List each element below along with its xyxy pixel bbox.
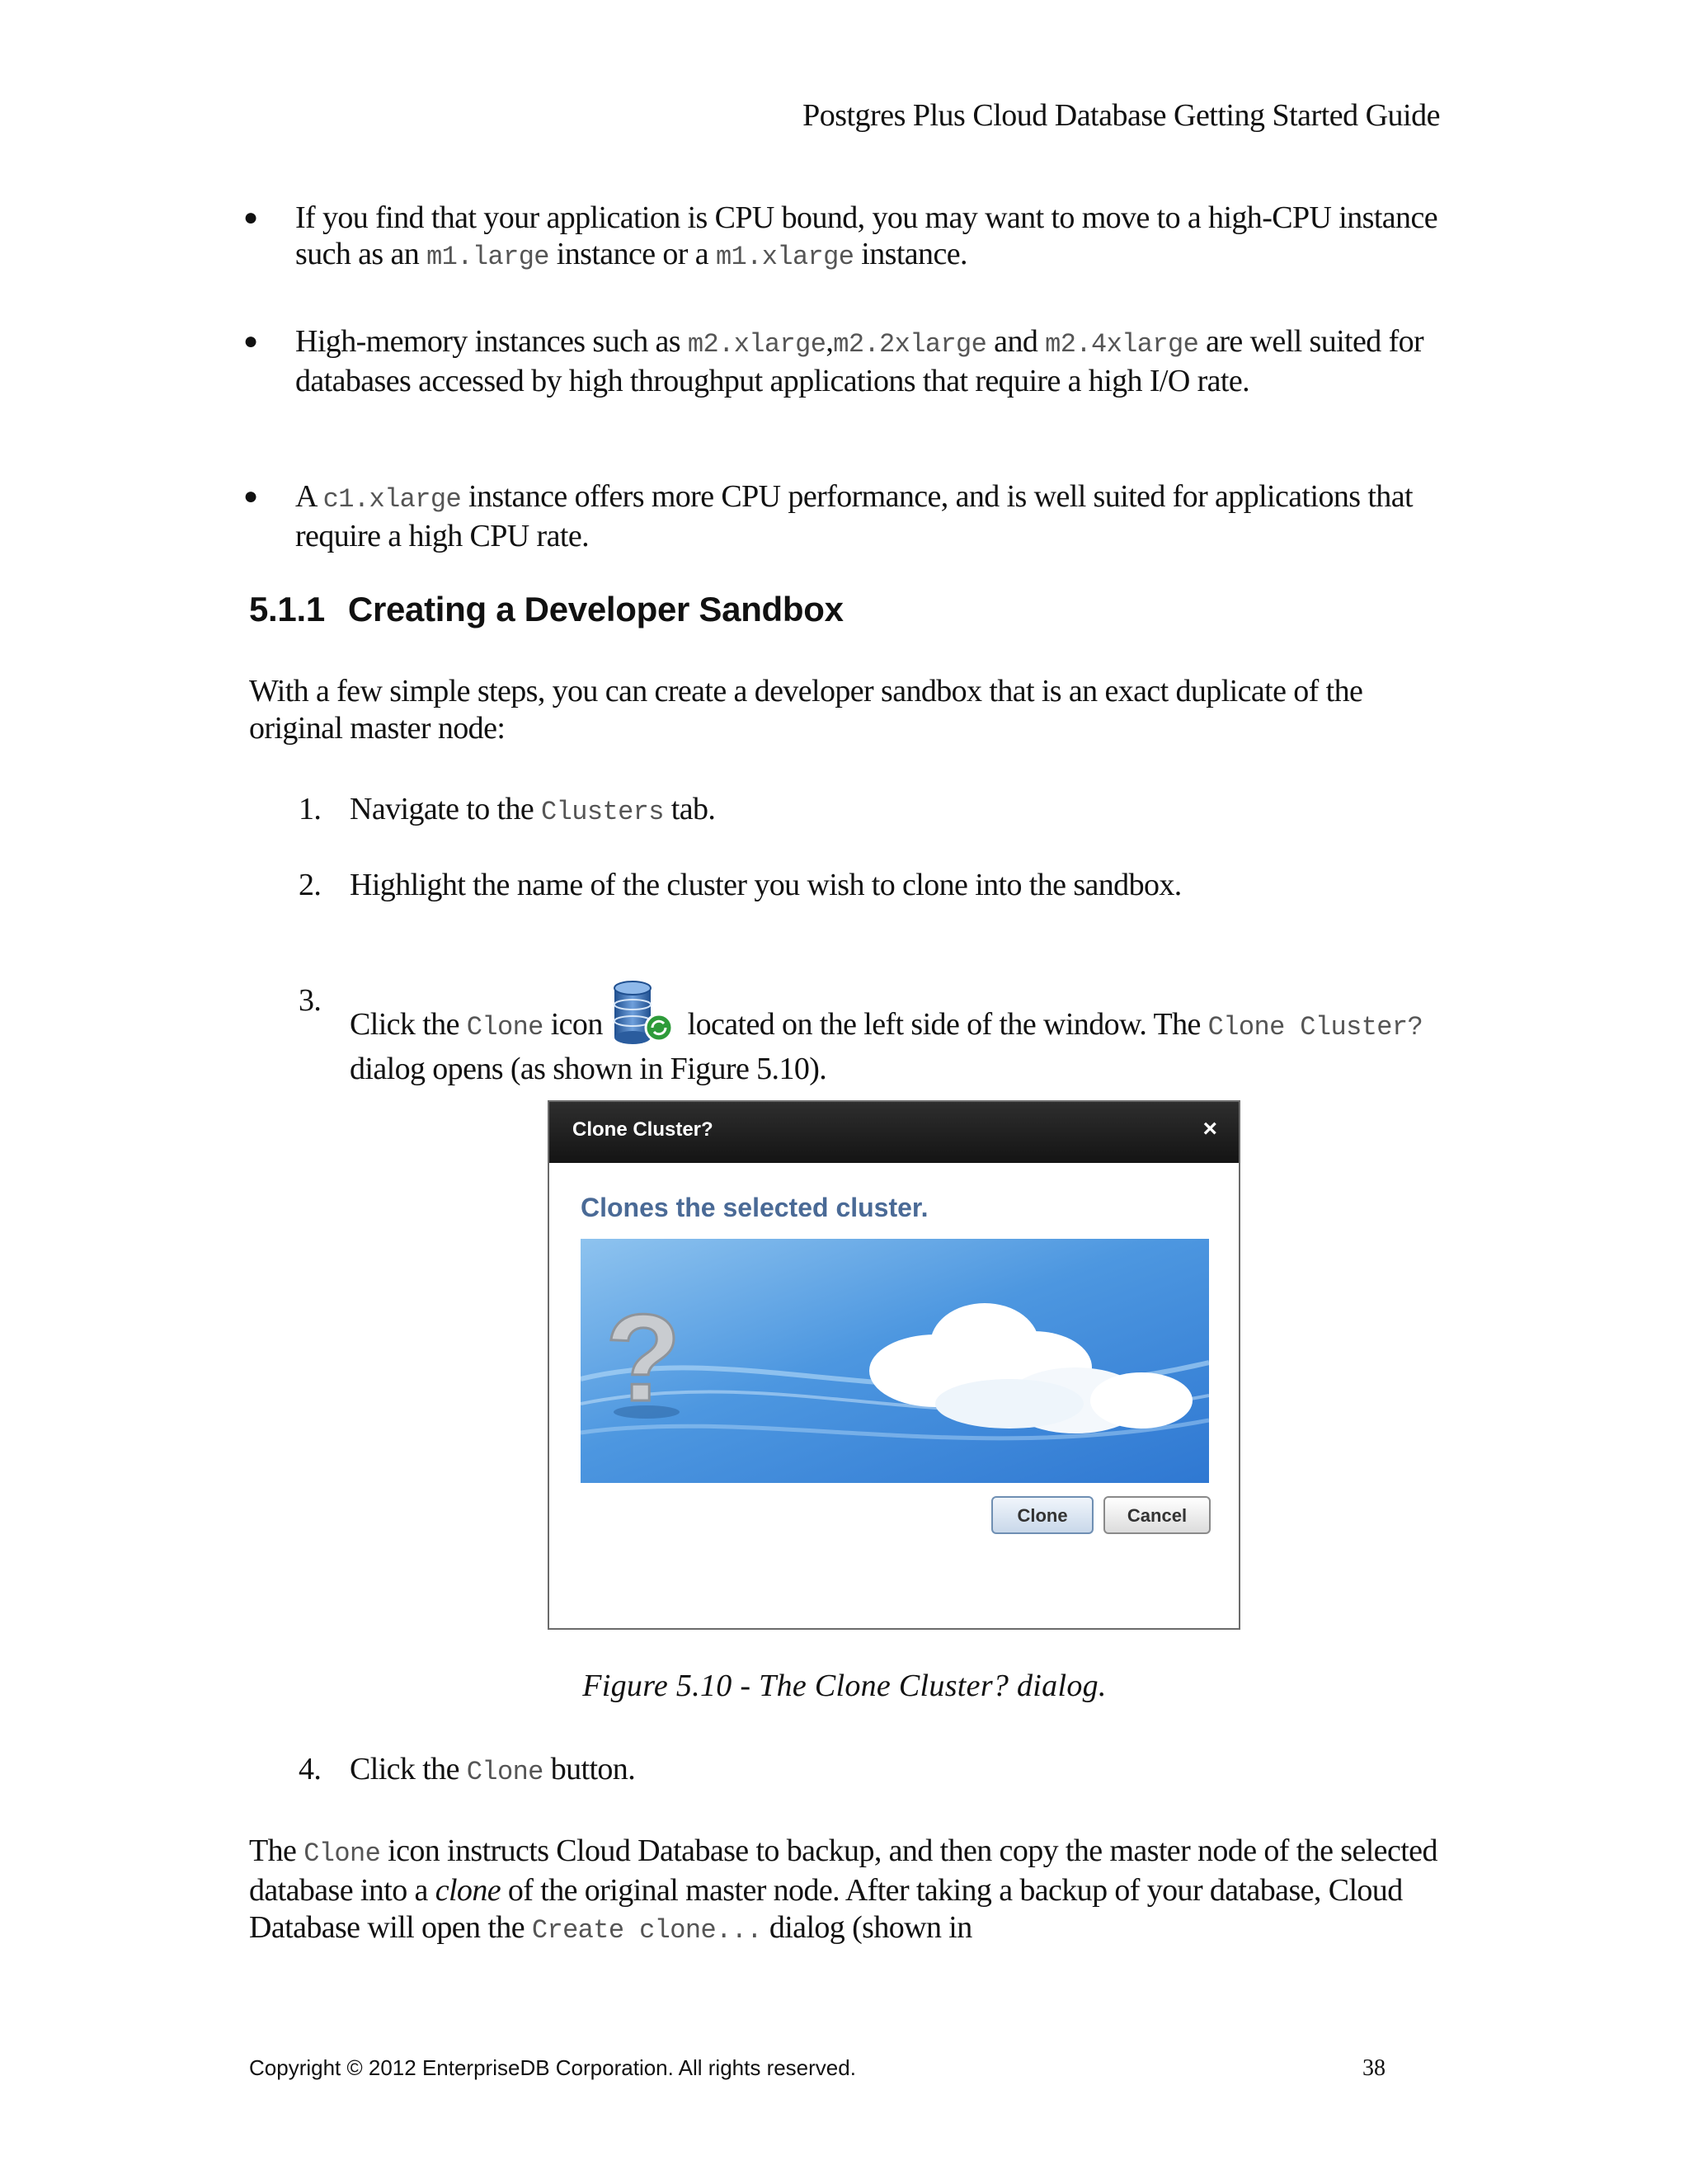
dialog-titlebar	[549, 1102, 1239, 1163]
bullet-icon: ●	[243, 327, 258, 355]
question-mark-icon: ?	[605, 1288, 681, 1427]
bullet-icon: ●	[243, 482, 258, 510]
step-item: 4. Click the Clone button.	[299, 1752, 636, 1787]
section-number: 5.1.1	[249, 590, 325, 628]
section-title: Creating a Developer Sandbox	[347, 590, 844, 628]
figure-caption: Figure 5.10 - The Clone Cluster? dialog.	[582, 1669, 1107, 1703]
step-item: 1. Navigate to the Clusters tab.	[299, 792, 716, 827]
clone-cluster-dialog	[548, 1100, 1240, 1630]
intro-paragraph: With a few simple steps, you can create a developer sandbox that is an exact duplicate of the original master node:	[249, 674, 1363, 746]
clone-button[interactable]: Clone	[991, 1496, 1094, 1534]
bullet-icon: ●	[243, 204, 258, 231]
step-item: 3. Click the Clone icon located on the left side of the window. The Clone Cluster? dialog opens (as shown in Figure 5.10).	[350, 980, 1455, 1090]
page-header: Postgres Plus Cloud Database Getting Started Guide	[802, 98, 1440, 133]
clone-database-icon	[606, 980, 675, 1046]
bullet-item: ● A c1.xlarge instance offers more CPU performance, and is well suited for applications that require a high CPU rate.	[243, 479, 1413, 553]
cancel-button[interactable]: Cancel	[1103, 1496, 1211, 1534]
footer-copyright: Copyright © 2012 EnterpriseDB Corporation. All rights reserved.	[249, 2055, 856, 2080]
step-item: 2. Highlight the name of the cluster you wish to clone into the sandbox.	[299, 868, 1182, 902]
cloud-icon	[869, 1303, 1193, 1433]
dialog-title: Clone Cluster?	[572, 1118, 713, 1141]
dialog-illustration	[581, 1239, 1209, 1483]
closing-paragraph: The Clone icon instructs Cloud Database to backup, and then copy the master node of the selected database into a clone of the original master node. After taking a backup of your database, Cloud Database will open the Create clone... dialog (shown in	[249, 1833, 1437, 1946]
bullet-item: ● High-memory instances such as m2.xlarge,m2.2xlarge and m2.4xlarge are well suited for databases accessed by high throughput applications that require a high I/O rate.	[243, 324, 1424, 398]
close-icon[interactable]: ×	[1202, 1115, 1217, 1142]
section-heading	[249, 590, 844, 629]
page-number: 38	[1362, 2055, 1386, 2081]
bullet-item: ● If you find that your application is CPU bound, you may want to move to a high-CPU instance such as an m1.large instance or a m1.xlarge instance.	[243, 200, 1437, 272]
dialog-subtitle: Clones the selected cluster.	[581, 1193, 929, 1222]
